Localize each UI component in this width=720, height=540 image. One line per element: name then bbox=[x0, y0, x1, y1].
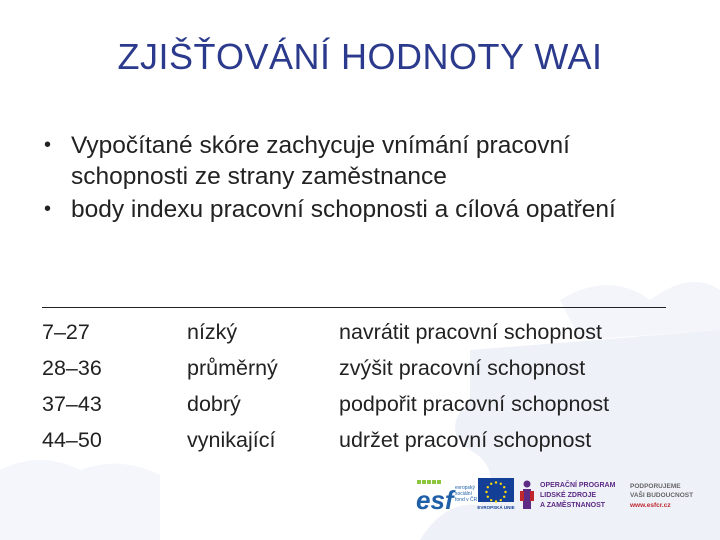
score-level: nízký bbox=[187, 320, 238, 344]
eu-flag-logo bbox=[478, 478, 514, 512]
svg-text:PODPORUJEME VAŠI BUDOU: PODPORUJEME VAŠI BUDOUCNOST bbox=[630, 483, 694, 499]
esf-logo bbox=[415, 479, 478, 515]
bullet-list bbox=[44, 130, 684, 227]
slide-title: ZJIŠŤOVÁNÍ HODNOTY WAI bbox=[117, 36, 603, 77]
slogan-logo bbox=[628, 481, 714, 515]
op-lzz-logo bbox=[520, 479, 626, 513]
svg-text:www.esfcr.cz: www.esfcr.cz bbox=[630, 502, 671, 509]
score-level: dobrý bbox=[187, 392, 241, 416]
score-range: 7–27 bbox=[42, 320, 90, 344]
bullet-item bbox=[44, 194, 684, 225]
score-range: 37–43 bbox=[42, 392, 102, 416]
target-action: udržet pracovní schopnost bbox=[339, 428, 592, 452]
score-level: průměrný bbox=[187, 356, 278, 380]
bullet-text: body indexu pracovní schopnosti a cílová opatření bbox=[71, 196, 616, 223]
divider-line bbox=[42, 307, 666, 308]
score-range: 44–50 bbox=[42, 428, 102, 452]
svg-text:EVROPSKÁ UNIE: EVROPSKÁ UNIE bbox=[477, 505, 515, 510]
score-level: vynikající bbox=[187, 428, 276, 452]
bullet-item bbox=[44, 130, 684, 192]
bullet-dot: • bbox=[44, 198, 52, 220]
footer-logos bbox=[0, 473, 720, 540]
target-action: podpořit pracovní schopnost bbox=[339, 392, 610, 416]
target-action: navrátit pracovní schopnost bbox=[339, 320, 602, 344]
bullet-dot: • bbox=[44, 134, 52, 156]
svg-text:OPERAČNÍ PROGRAM LIDSK: OPERAČNÍ PROGRAM LIDSKÉ ZDROJE A ZAMĚSTNANOST bbox=[540, 482, 616, 509]
svg-text:evropský sociální: evropský sociální fond v ČR bbox=[455, 485, 478, 503]
svg-text:esf: esf bbox=[416, 485, 454, 515]
bullet-text: Vypočítané skóre zachycuje vnímání pracovní schopnosti ze strany zaměstnance bbox=[71, 132, 570, 190]
target-action: zvýšit pracovní schopnost bbox=[339, 356, 586, 380]
score-range: 28–36 bbox=[42, 356, 102, 380]
